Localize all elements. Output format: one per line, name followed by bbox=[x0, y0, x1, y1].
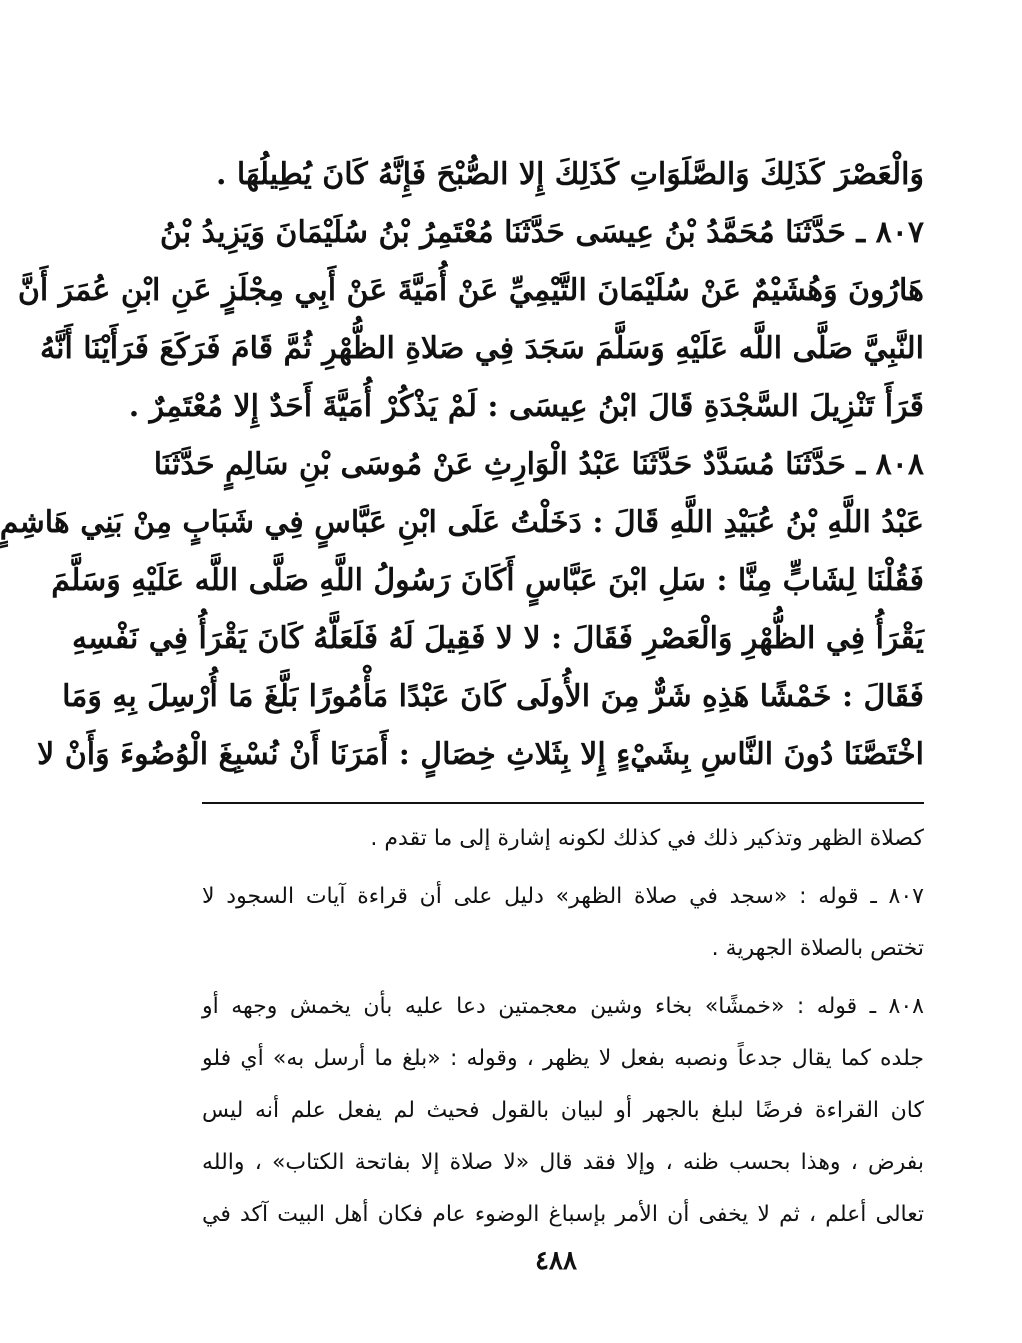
footnote-line: تختص بالصلاة الجهرية . bbox=[711, 936, 924, 961]
footnote-divider bbox=[202, 802, 924, 804]
footnote-paragraph bbox=[202, 813, 924, 865]
text-line: ٨٠٧ ـ حَدَّثَنَا مُحَمَّدُ بْنُ عِيسَى حَدَّثَنَا مُعْتَمِرُ بْنُ سُلَيْمَانَ وَيَزِيدُ بْنُ bbox=[159, 215, 924, 250]
text-line: يَقْرَأُ فِي الظُّهْرِ وَالْعَصْرِ فَقَالَ : لا لا فَقِيلَ لَهُ فَلَعَلَّهُ كَانَ يَقْرَأُ فِي نَفْسِهِ bbox=[71, 621, 924, 656]
footnotes bbox=[202, 813, 924, 1241]
footnote-line: تعالى أعلم ، ثم لا يخفى أن الأمر بإسباغ الوضوء عام فكان أهل البيت آكد في bbox=[202, 1202, 924, 1227]
text-line: اخْتَصَّنَا دُونَ النَّاسِ بِشَيْءٍ إِلا بِثَلاثِ خِصَالٍ : أَمَرَنَا أَنْ نُسْبِغَ الْوُضُوءَ وَأَنْ لا bbox=[37, 737, 924, 772]
footnote-paragraph bbox=[202, 981, 924, 1241]
footnote-line: جلده كما يقال جدعاً ونصبه بفعل لا يظهر ، وقوله : «بلغ ما أرسل به» أي فلو bbox=[202, 1046, 924, 1071]
footnote-paragraph bbox=[202, 871, 924, 975]
footnote-line: كصلاة الظهر وتذكير ذلك في كذلك لكونه إشارة إلى ما تقدم . bbox=[370, 826, 924, 851]
text-line: عَبْدُ اللَّهِ بْنُ عُبَيْدِ اللَّهِ قَالَ : دَخَلْتُ عَلَى ابْنِ عَبَّاسٍ فِي شَبَابٍ مِنْ بَنِي هَاشِمٍ bbox=[0, 505, 924, 540]
text-line: هَارُونَ وَهُشَيْمٌ عَنْ سُلَيْمَانَ التَّيْمِيِّ عَنْ أُمَيَّةَ عَنْ أَبِي مِجْلَزٍ عَنِ ابْنِ عُمَرَ أَنَّ bbox=[17, 273, 924, 308]
text-line: النَّبِيَّ صَلَّى اللَّه عَلَيْهِ وَسَلَّمَ سَجَدَ فِي صَلاةِ الظُّهْرِ ثُمَّ قَامَ فَرَكَعَ فَرَأَيْنَا أَنَّهُ bbox=[40, 331, 924, 366]
page-number: ٤٨٨ bbox=[535, 1246, 577, 1276]
text-line: ٨٠٨ ـ حَدَّثَنَا مُسَدَّدٌ حَدَّثَنَا عَبْدُ الْوَارِثِ عَنْ مُوسَى بْنِ سَالِمٍ حَدَّثَنَا bbox=[153, 447, 924, 482]
text-line: فَقَالَ : خَمْشًا هَذِهِ شَرٌّ مِنَ الأُولَى كَانَ عَبْدًا مَأْمُورًا بَلَّغَ مَا أُرْسِلَ بِهِ وَمَا bbox=[62, 679, 924, 714]
text-line: وَالْعَصْرَ كَذَلِكَ وَالصَّلَوَاتِ كَذَلِكَ إِلا الصُّبْحَ فَإِنَّهُ كَانَ يُطِيلُهَا . bbox=[216, 157, 924, 192]
footnote-line: ٨٠٧ ـ قوله : «سجد في صلاة الظهر» دليل على أن قراءة آيات السجود لا bbox=[202, 884, 924, 909]
footnote-line: ٨٠٨ ـ قوله : «خمشًا» بخاء وشين معجمتين دعا عليه بأن يخمش وجهه أو bbox=[202, 994, 924, 1019]
text-line: قَرَأَ تَنْزِيلَ السَّجْدَةِ قَالَ ابْنُ عِيسَى : لَمْ يَذْكُرْ أُمَيَّةَ أَحَدٌ إِلا مُعْتَمِرٌ . bbox=[128, 389, 924, 424]
footnote-line: بفرض ، وهذا بحسب ظنه ، وإلا فقد قال «لا صلاة إلا بفاتحة الكتاب» ، والله bbox=[202, 1150, 924, 1175]
footnote-line: كان القراءة فرضًا لبلغ بالجهر أو لبيان بالقول فحيث لم يفعل علم أنه ليس bbox=[202, 1098, 924, 1123]
text-line: فَقُلْنَا لِشَابٍّ مِنَّا : سَلِ ابْنَ عَبَّاسٍ أَكَانَ رَسُولُ اللَّهِ صَلَّى اللَّه عَلَيْهِ وَسَلَّمَ bbox=[51, 563, 924, 598]
main-text bbox=[0, 146, 924, 784]
